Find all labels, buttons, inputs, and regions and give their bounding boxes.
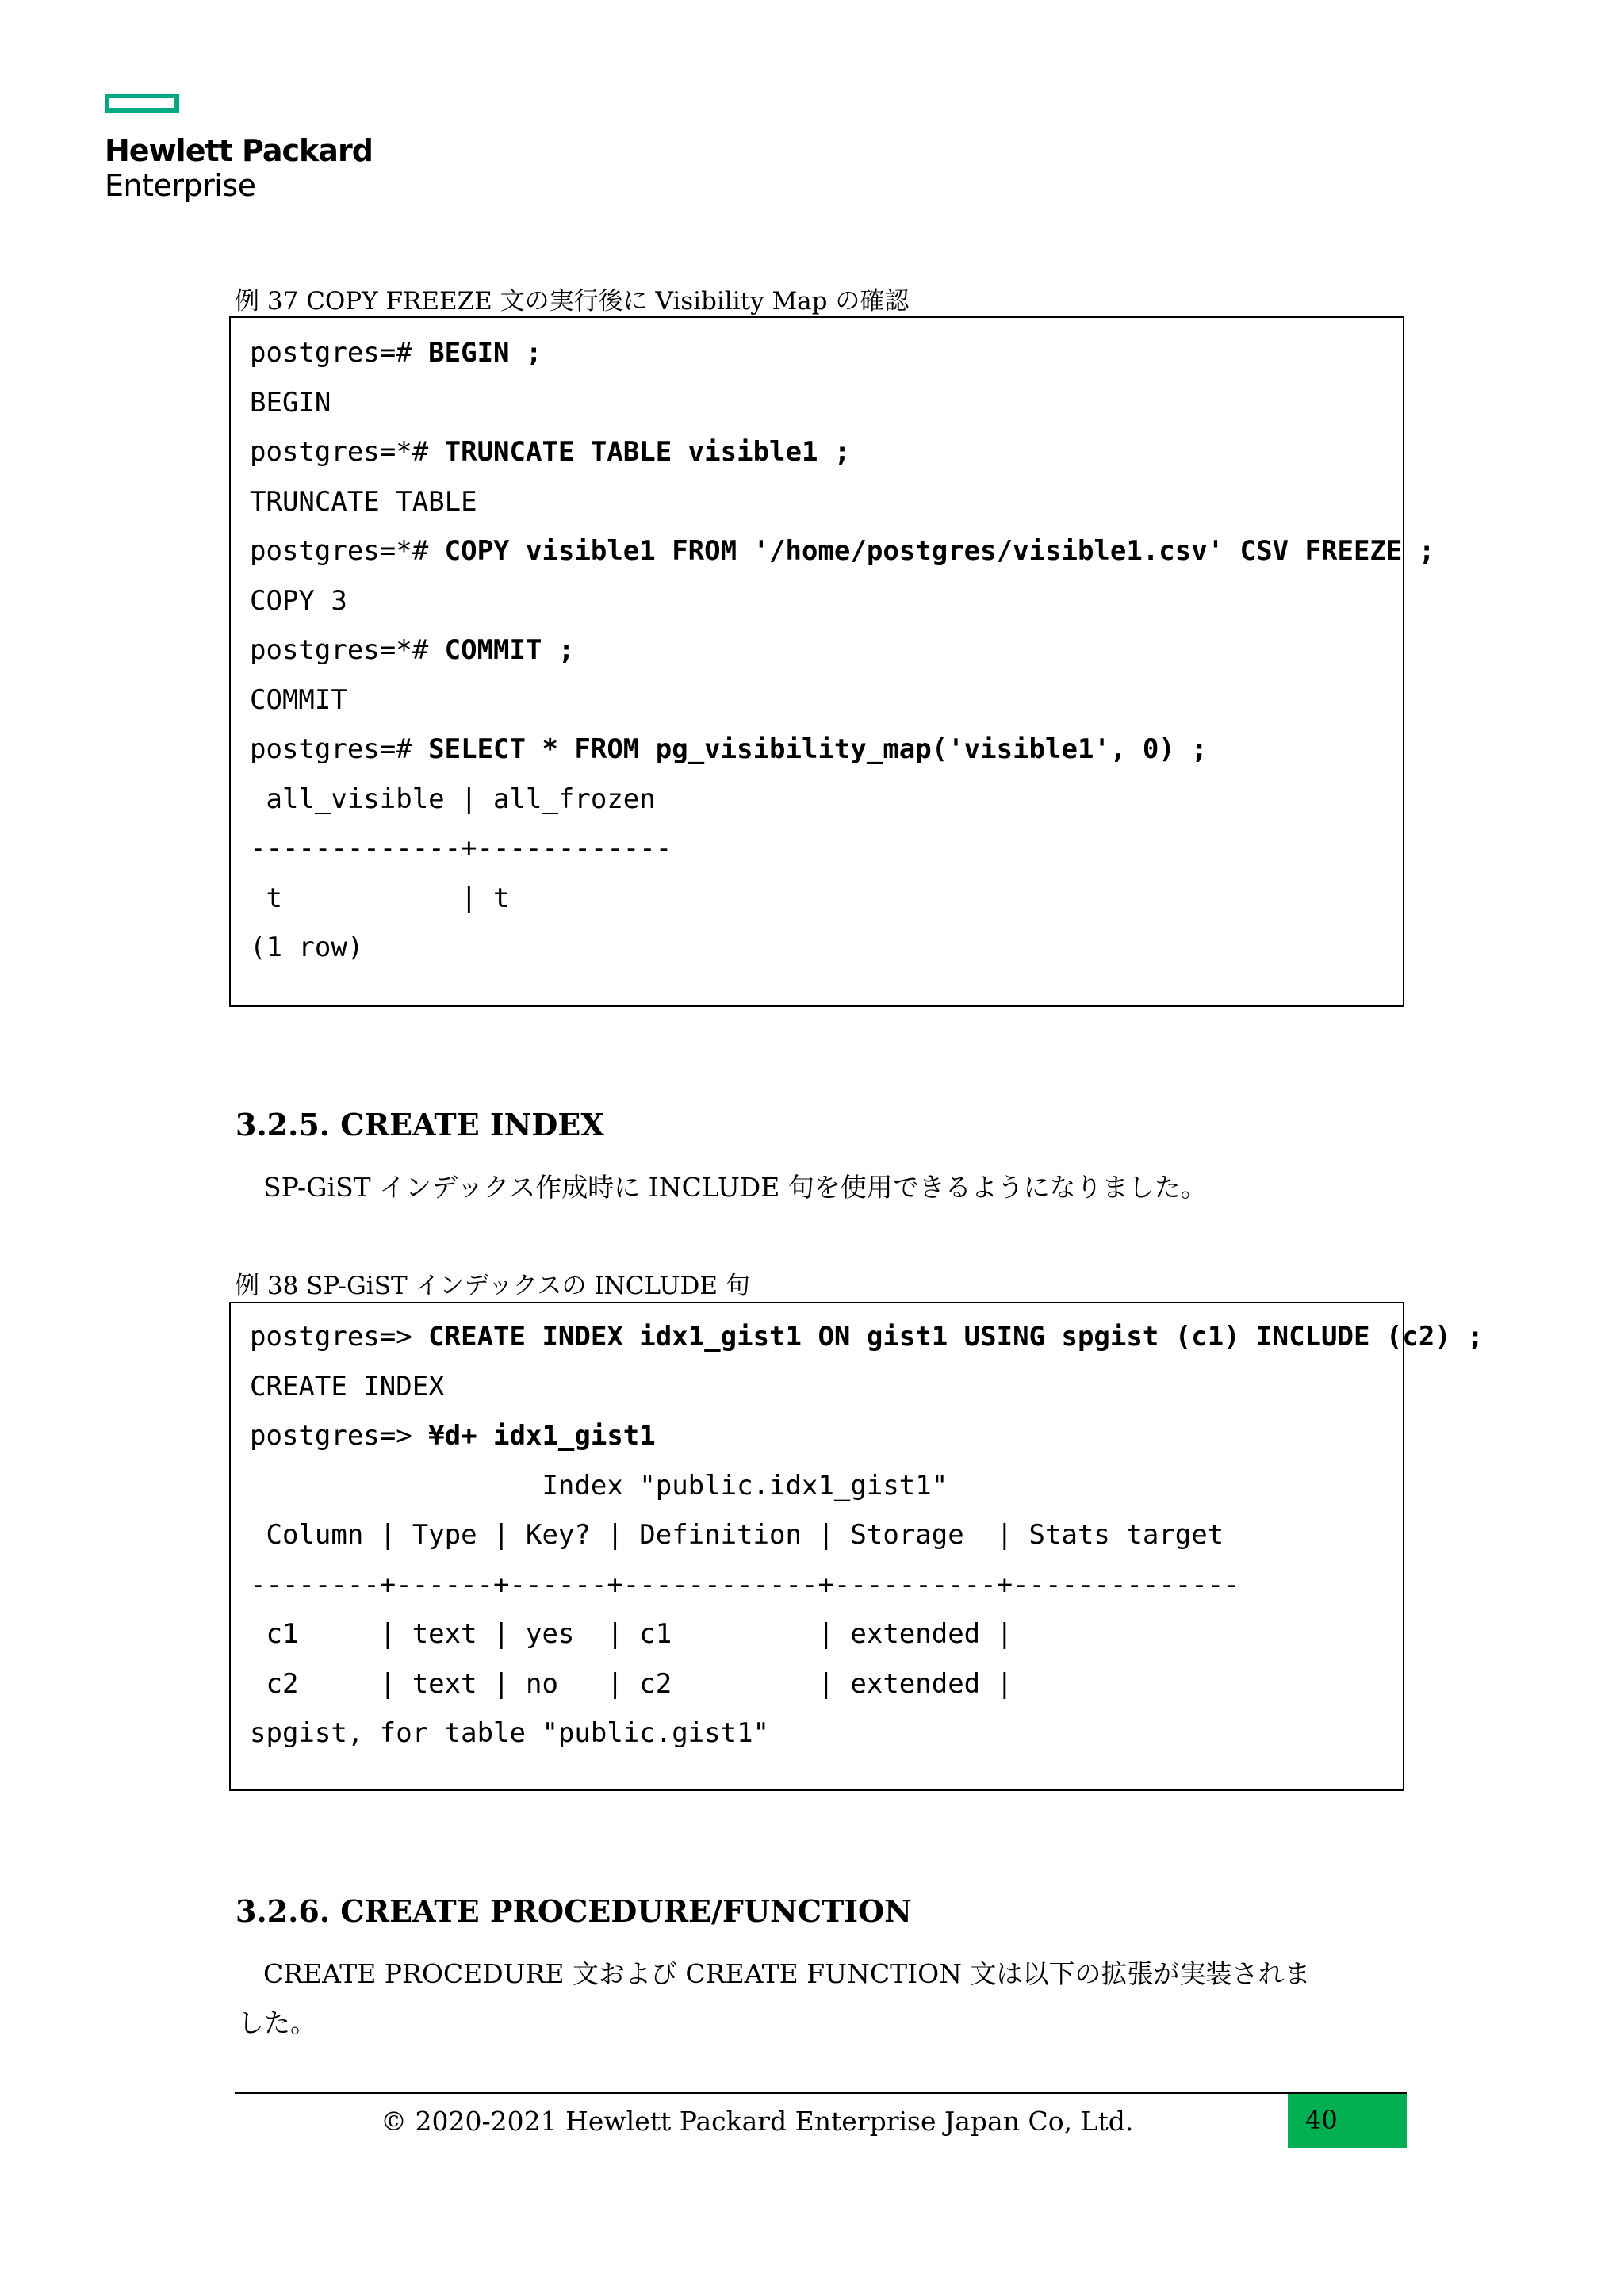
code-prompt: COMMIT <box>250 683 347 716</box>
code-line <box>250 1668 1013 1700</box>
code-prompt: postgres=> <box>250 1321 429 1353</box>
section-3-2-5-heading: 3.2.5. CREATE INDEX <box>236 1107 604 1142</box>
code-prompt: postgres=*# <box>250 634 445 666</box>
code-line <box>250 932 363 963</box>
code-prompt: BEGIN <box>250 386 331 419</box>
code-prompt: c1 | text | yes | c1 | extended | <box>250 1618 1013 1650</box>
code-line <box>250 733 1208 765</box>
code-prompt: c2 | text | no | c2 | extended | <box>250 1667 1013 1700</box>
logo-text-line2: Enterprise <box>105 168 256 203</box>
code-prompt: Column | Type | Key? | Definition | Storage | Stats target <box>250 1519 1224 1551</box>
example-37-code-box <box>229 316 1435 1007</box>
code-prompt: -------------+------------ <box>250 832 672 864</box>
footer-copyright: © 2020-2021 Hewlett Packard Enterprise Japan Co, Ltd. <box>381 2106 1134 2137</box>
code-line <box>250 832 672 864</box>
code-prompt: postgres=*# <box>250 436 445 468</box>
code-line <box>250 882 510 914</box>
code-line <box>250 585 347 617</box>
code-line <box>250 1519 1224 1551</box>
logo-text-line1: Hewlett Packard <box>105 133 373 168</box>
example-38-caption: 例 38 SP-GiST インデックスの INCLUDE 句 <box>235 1272 750 1300</box>
code-prompt: t | t <box>250 882 510 914</box>
code-line <box>250 436 850 468</box>
code-prompt: spgist, for table "public.gist1" <box>250 1717 770 1749</box>
code-line <box>250 1618 1013 1650</box>
section-3-2-6-paragraph-line2: した。 <box>238 2007 316 2038</box>
code-line <box>250 1420 656 1452</box>
code-prompt: COPY 3 <box>250 584 347 617</box>
code-prompt: all_visible | all_frozen <box>250 783 656 815</box>
code-line <box>250 535 1434 567</box>
code-command: COMMIT ; <box>444 634 575 666</box>
code-prompt: CREATE INDEX <box>250 1370 445 1402</box>
code-prompt: postgres=# <box>250 337 429 369</box>
code-line <box>250 1371 445 1402</box>
section-3-2-6-heading: 3.2.6. CREATE PROCEDURE/FUNCTION <box>236 1893 912 1929</box>
code-prompt: postgres=*# <box>250 535 445 567</box>
code-prompt: Index "public.idx1_gist1" <box>250 1469 948 1502</box>
page-number-badge <box>1288 2094 1407 2148</box>
section-3-2-6-paragraph-line1: CREATE PROCEDURE 文および CREATE FUNCTION 文は以下の拡張が実装されま <box>263 1958 1311 1989</box>
code-command: CREATE INDEX idx1_gist1 ON gist1 USING spgist (c1) INCLUDE (c2) ; <box>428 1321 1484 1353</box>
code-command: BEGIN ; <box>428 337 542 369</box>
code-line <box>250 1569 1240 1601</box>
example-37-caption: 例 37 COPY FREEZE 文の実行後に Visibility Map の確認 <box>235 287 910 316</box>
code-command: ¥d+ idx1_gist1 <box>428 1420 656 1452</box>
code-line <box>250 634 574 666</box>
code-line <box>250 684 347 716</box>
code-prompt: TRUNCATE TABLE <box>250 485 477 518</box>
code-prompt: postgres=> <box>250 1420 429 1452</box>
logo-rectangle-icon <box>105 94 179 113</box>
code-line <box>250 1717 769 1749</box>
page-number: 40 <box>1305 2105 1338 2135</box>
code-line <box>250 387 331 419</box>
section-3-2-5-paragraph: SP-GiST インデックス作成時に INCLUDE 句を使用できるようになりました。 <box>263 1172 1207 1203</box>
code-line <box>250 1321 1484 1353</box>
code-command: SELECT * FROM pg_visibility_map('visible1', 0) ; <box>428 733 1208 765</box>
code-command: TRUNCATE TABLE visible1 ; <box>444 436 851 468</box>
code-prompt: (1 row) <box>250 932 364 963</box>
code-line <box>250 337 542 369</box>
code-line <box>250 1470 948 1502</box>
code-prompt: postgres=# <box>250 733 429 765</box>
code-line <box>250 783 656 815</box>
footer-divider <box>235 2092 1407 2094</box>
code-command: COPY visible1 FROM '/home/postgres/visible1.csv' CSV FREEZE ; <box>444 535 1435 567</box>
code-prompt: --------+------+------+------------+----------+-------------- <box>250 1568 1240 1601</box>
code-line <box>250 486 477 518</box>
example-38-code-box <box>229 1302 1484 1791</box>
